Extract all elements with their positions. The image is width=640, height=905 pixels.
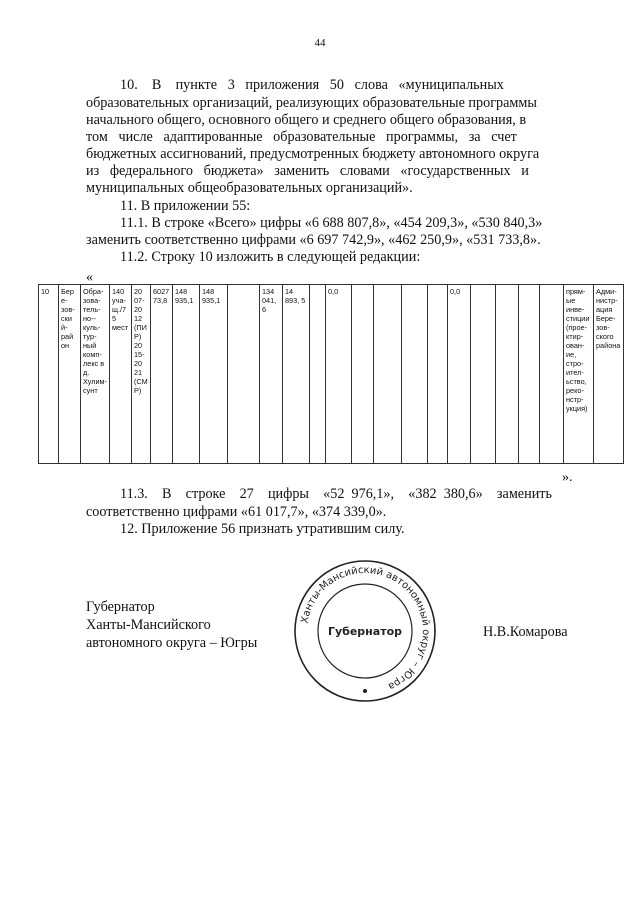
table-cell bbox=[310, 285, 326, 464]
stamp-center-text: Губернатор bbox=[327, 625, 403, 638]
table-cell bbox=[402, 285, 428, 464]
table-cell bbox=[352, 285, 374, 464]
table-cell: Березовскийрайон bbox=[59, 285, 81, 464]
table-cell bbox=[519, 285, 540, 464]
table-cell: 148 935,1 bbox=[200, 285, 228, 464]
item-10-line: 10. В пункте 3 приложения 50 слова «муниципальных bbox=[120, 77, 504, 93]
item-10-line: том числе адаптированные образовательные программы, за счет bbox=[86, 129, 517, 145]
item-11-1-line: 11.1. В строке «Всего» цифры «6 688 807,8», «454 209,3», «530 840,3» bbox=[120, 215, 543, 231]
table-cell: 0,0 bbox=[326, 285, 352, 464]
item-11-2-line: 11.2. Строку 10 изложить в следующей редакции: bbox=[120, 249, 421, 265]
seal-stamp bbox=[290, 556, 440, 706]
table-cell: 134 041,6 bbox=[260, 285, 283, 464]
table-cell: 14 893, 5 bbox=[283, 285, 310, 464]
page-number: 44 bbox=[314, 37, 326, 49]
table-cell: 140 учащ./75 мест bbox=[110, 285, 132, 464]
table-cell: прямые инвестиции (проектирование, строительство, реконструкция) bbox=[564, 285, 594, 464]
table-cell: Образовательно-культурный комплекс в д. Хулимсунт bbox=[81, 285, 110, 464]
table-cell: 10 bbox=[39, 285, 59, 464]
signer-name: Н.В.Комарова bbox=[483, 624, 568, 640]
signature-region: Ханты-Мансийского bbox=[86, 617, 211, 633]
table-cell bbox=[428, 285, 448, 464]
table-row bbox=[39, 285, 624, 464]
table-cell bbox=[496, 285, 519, 464]
item-11-1-line: заменить соответственно цифрами «6 697 742,9», «462 250,9», «531 733,8». bbox=[86, 232, 541, 248]
item-10-line: образовательных организаций, реализующих образовательные программы bbox=[86, 95, 537, 111]
table-cell: 6027 73,8 bbox=[151, 285, 173, 464]
table-cell: 148 935,1 bbox=[173, 285, 200, 464]
stamp-ring-text: Ханты-Мансийский автономный округ – Югра bbox=[299, 564, 432, 692]
item-10-line: начального общего, основного общего и среднего общего образования, в bbox=[86, 112, 527, 128]
item-11-3-line: соответственно цифрами «61 017,7», «374 339,0». bbox=[86, 504, 387, 520]
item-12-line: 12. Приложение 56 признать утратившим силу. bbox=[120, 521, 405, 537]
item-11-heading: 11. В приложении 55: bbox=[120, 198, 251, 214]
table-cell: 2007-2012 (ПИР) 2015-2021 (СМР) bbox=[132, 285, 151, 464]
signature-block bbox=[86, 598, 257, 652]
item-10-line: из федерального бюджета» заменить словами «государственных и bbox=[86, 163, 529, 179]
table-cell: Администрация Березовского района bbox=[594, 285, 624, 464]
item-11-3-line: 11.3. В строке 27 цифры «52 976,1», «382 380,6» заменить bbox=[120, 486, 552, 502]
item-10-line: бюджетных ассигнований, предусмотренных бюджету автономного округа bbox=[86, 146, 540, 162]
table-cell bbox=[228, 285, 260, 464]
signature-title: Губернатор bbox=[86, 599, 155, 615]
table-cell bbox=[471, 285, 496, 464]
quote-close: ». bbox=[562, 470, 573, 485]
item-10-line: муниципальных общеобразовательных организаций». bbox=[86, 180, 413, 196]
table-cell: 0,0 bbox=[448, 285, 471, 464]
quote-open: « bbox=[86, 270, 93, 285]
signature-region: автономного округа – Югры bbox=[86, 635, 258, 651]
table-cell bbox=[540, 285, 564, 464]
row-10-table bbox=[38, 284, 624, 464]
table-cell bbox=[374, 285, 402, 464]
